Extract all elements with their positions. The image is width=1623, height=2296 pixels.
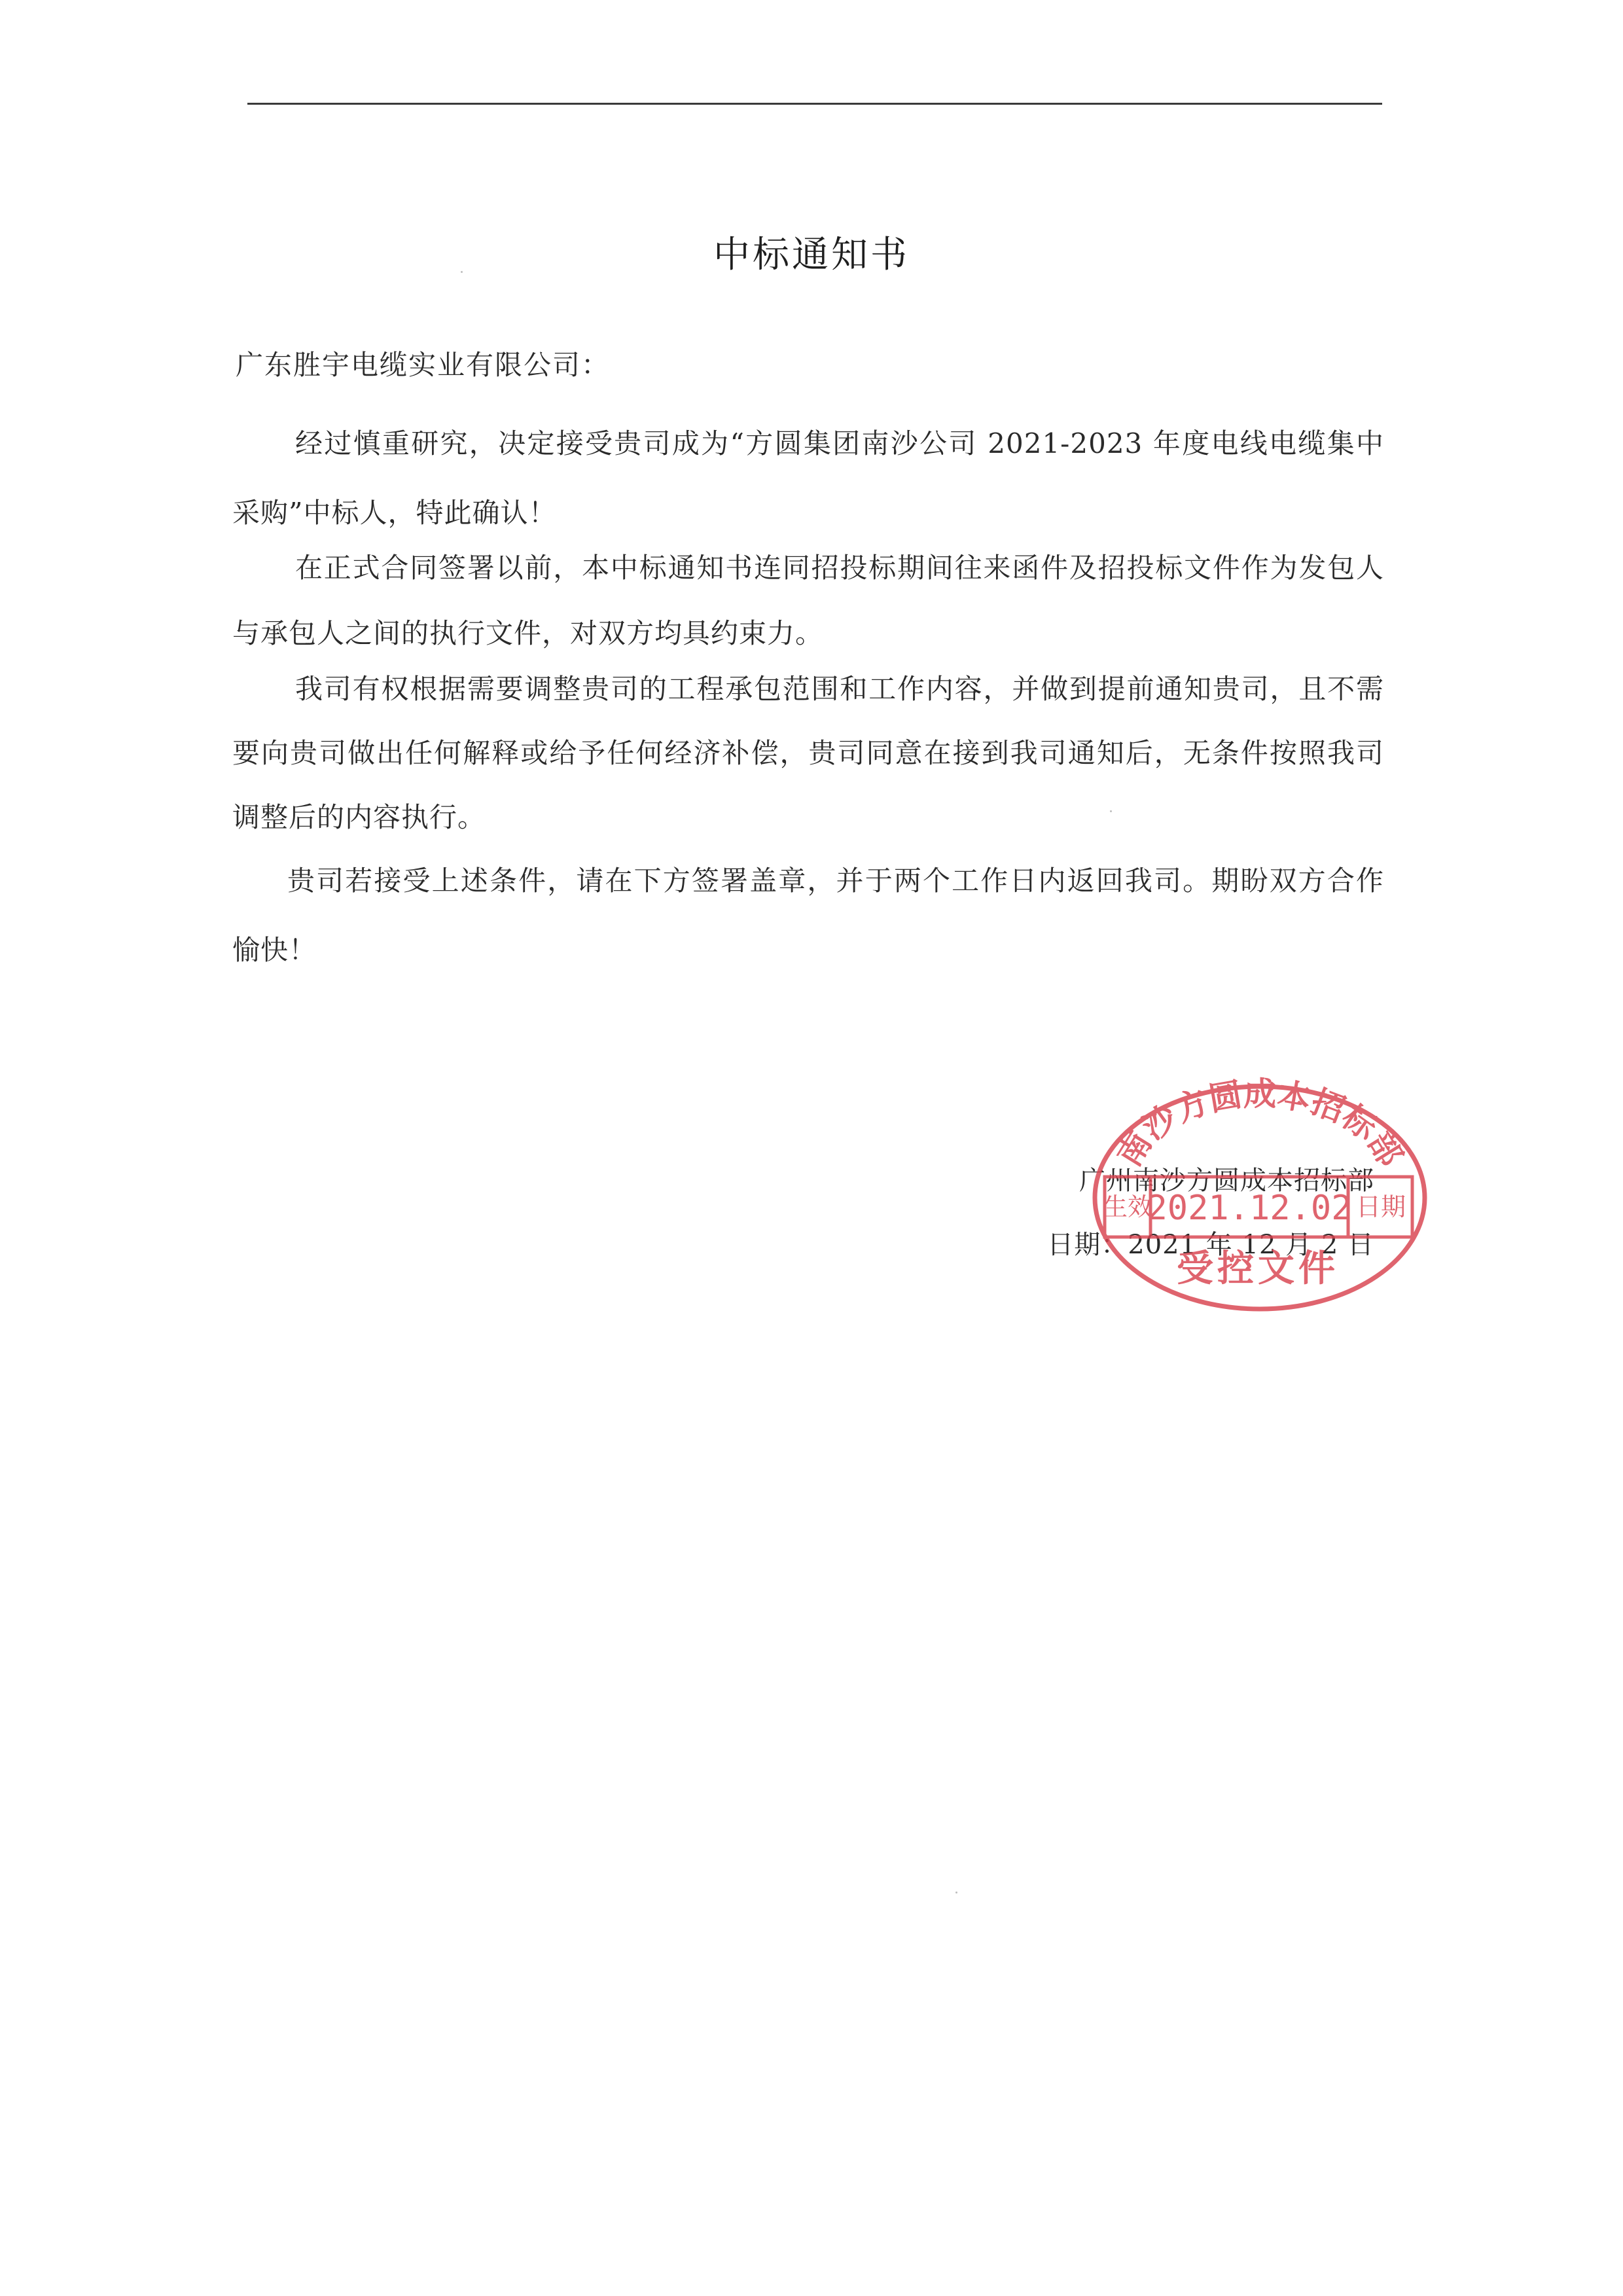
header-rule [247,103,1382,105]
document-title: 中标通知书 [713,234,910,276]
addressee: 广东胜宇电缆实业有限公司： [236,349,611,381]
stamp-left-box: 生效 [1102,1193,1153,1221]
signature-org: 广州南沙方圆成本招标部 [1079,1166,1374,1196]
paragraph-3: 我司有权根据需要调整贵司的工程承包范围和工作内容，并做到提前通知贵司，且不需要向贵司做出任何解释或给予任何经济补偿，贵司同意在接到我司通知后，无条件按照我司调整后的内容执行。 [232,673,1384,833]
paragraph-4: 贵司若接受上述条件，请在下方签署盖章，并于两个工作日内返回我司。期盼双方合作愉快！ [232,865,1384,966]
scan-speck [461,271,463,273]
scan-speck [1110,810,1112,812]
paragraph-1: 经过慎重研究，决定接受贵司成为“方圆集团南沙公司 2021-2023 年度电线电缆集中采购”中标人，特此确认！ [232,427,1384,529]
stamp-right-box: 日期 [1355,1193,1406,1221]
signature-date: 日期：2021 年 12 月 2 日 [1047,1230,1374,1260]
scan-speck [955,1892,957,1893]
paragraph-2: 在正式合同签署以前，本中标通知书连同招投标期间往来函件及招投标文件作为发包人与承包人之间的执行文件，对双方均具约束力。 [232,552,1384,649]
stamp-bottom-text: 受控文件 [1177,1247,1339,1290]
stamp-top-text: 南沙方圆成本招标部 [1109,1075,1410,1174]
stamp-date: 2021.12.02 [1147,1189,1352,1228]
company-seal-stamp [1080,1070,1433,1319]
svg-text:南沙方圆成本招标部 [1110,1075,1410,1173]
